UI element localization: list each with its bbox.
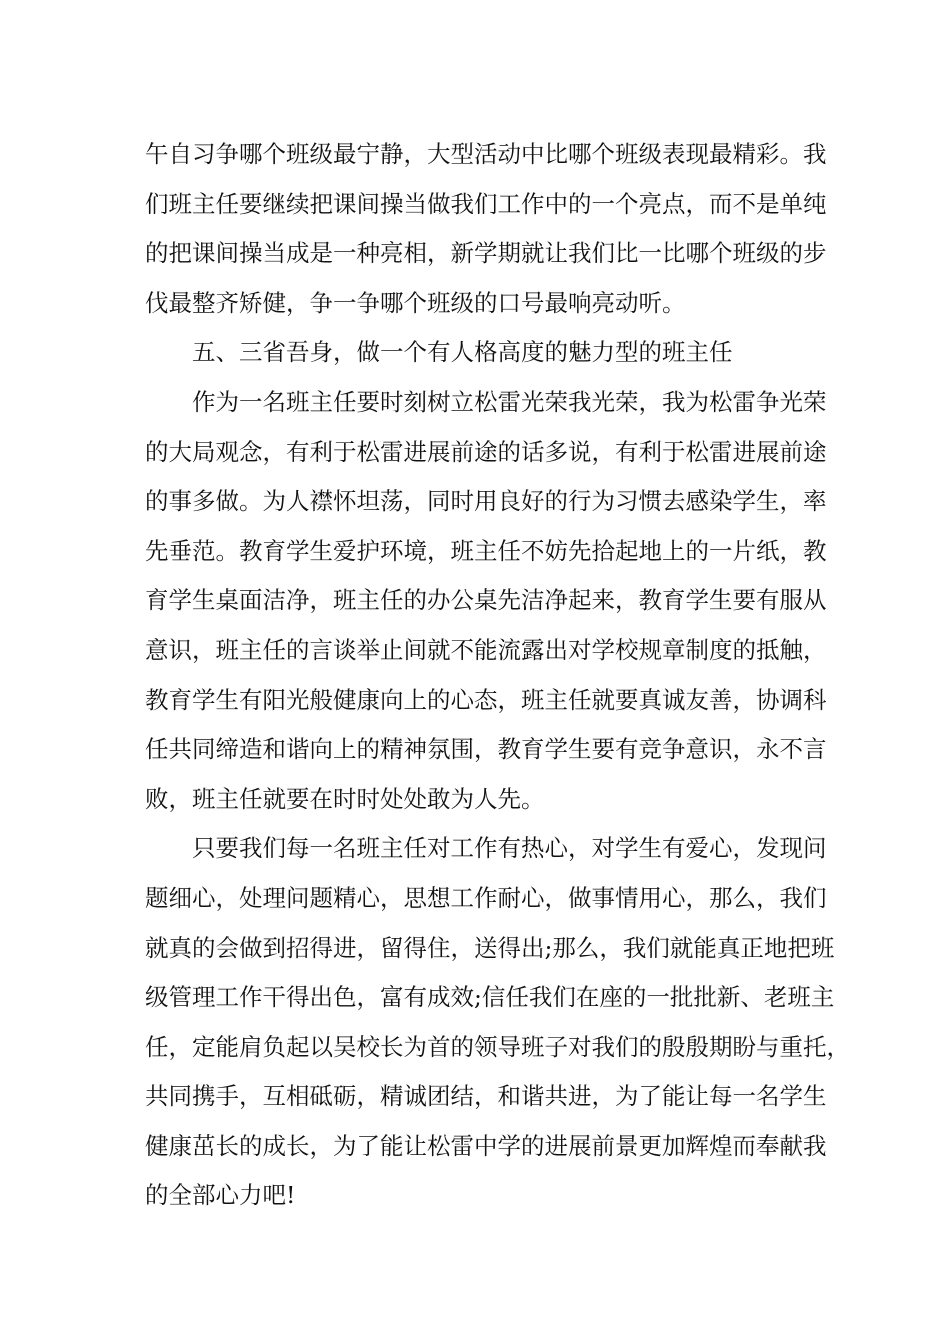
text-line: 午自习争哪个班级最宁静，大型活动中比哪个班级表现最精彩。我 bbox=[145, 140, 827, 168]
text-line: 就真的会做到招得进，留得住，送得出;那么，我们就能真正地把班 bbox=[145, 933, 835, 962]
text-line: 育学生桌面洁净，班主任的办公桌先洁净起来，教育学生要有服从 bbox=[145, 586, 827, 615]
text-line: 先垂范。教育学生爱护环境，班主任不妨先拾起地上的一片纸，教 bbox=[145, 536, 827, 565]
text-line: 题细心，处理问题精心，思想工作耐心，做事情用心，那么，我们 bbox=[145, 883, 827, 912]
document-body bbox=[145, 130, 850, 1221]
text-line: 伐最整齐矫健，争一争哪个班级的口号最响亮动听。 bbox=[145, 288, 686, 317]
text-line: 健康茁长的成长，为了能让松雷中学的进展前景更加辉煌而奉献我 bbox=[145, 1131, 827, 1160]
text-line: 教育学生有阳光般健康向上的心态，班主任就要真诚友善，协调科 bbox=[145, 685, 827, 714]
text-line: 五、三省吾身，做一个有人格高度的魅力型的班主任 bbox=[192, 338, 733, 367]
text-line: 级管理工作干得出色，富有成效;信任我们在座的一批批新、老班主 bbox=[145, 983, 835, 1012]
text-line: 的事多做。为人襟怀坦荡，同时用良好的行为习惯去感染学生，率 bbox=[145, 487, 827, 516]
text-line: 任，定能肩负起以吴校长为首的领导班子对我们的殷殷期盼与重托， bbox=[145, 1032, 850, 1061]
text-line: 们班主任要继续把课间操当做我们工作中的一个亮点，而不是单纯 bbox=[145, 189, 827, 218]
text-line: 意识，班主任的言谈举止间就不能流露出对学校规章制度的抵触， bbox=[145, 635, 827, 664]
text-line: 的全部心力吧! bbox=[145, 1181, 296, 1210]
text-line: 作为一名班主任要时刻树立松雷光荣我光荣，我为松雷争光荣 bbox=[192, 387, 827, 416]
text-line: 的大局观念，有利于松雷进展前途的话多说，有利于松雷进展前途 bbox=[145, 437, 827, 466]
text-line: 的把课间操当成是一种亮相，新学期就让我们比一比哪个班级的步 bbox=[145, 239, 827, 268]
text-line: 任共同缔造和谐向上的精神氛围，教育学生要有竞争意识，永不言 bbox=[145, 735, 827, 764]
text-line: 败，班主任就要在时时处处敢为人先。 bbox=[145, 784, 545, 813]
text-line: 只要我们每一名班主任对工作有热心，对学生有爱心，发现问 bbox=[192, 834, 827, 863]
text-line: 共同携手，互相砥砺，精诚团结，和谐共进，为了能让每一名学生 bbox=[145, 1082, 827, 1111]
